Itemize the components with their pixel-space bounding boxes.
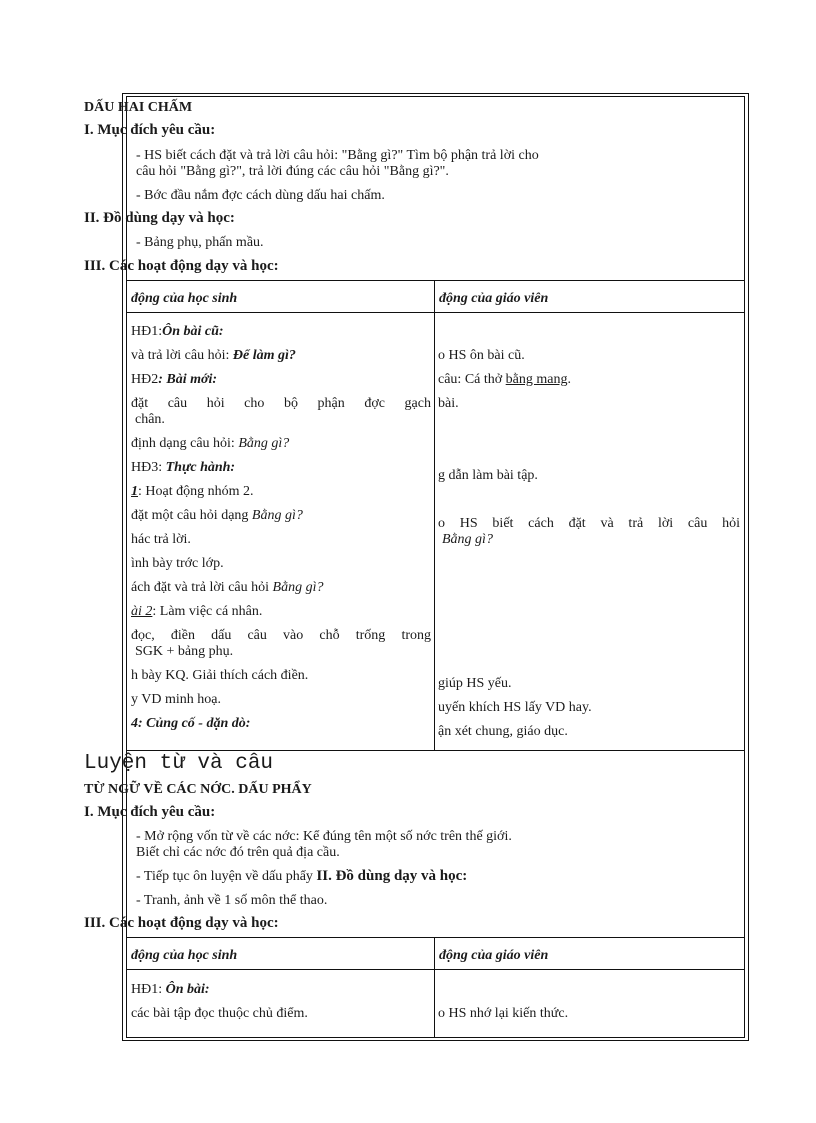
lesson1-title: DẤU HAI CHẤM [84,100,193,115]
lesson2-subject: Luyện từ và câu [84,752,274,775]
frame-inner-left [126,96,127,1037]
t1-left-row1-emphasis: Ôn bài cũ: [162,324,224,339]
t1-left-row1-prefix: HĐ1: [131,324,163,339]
lesson2-s2-bullet1: - Tranh, ảnh về 1 số môn thể thao. [136,893,328,908]
lesson2-s1-bullet2 [136,868,467,885]
table1-column-divider [434,280,435,751]
table2-header-divider [126,969,744,970]
t1-right-row3: bài. [438,396,459,411]
t1-left-row11 [131,579,323,596]
t1-left-row6 [131,459,235,476]
t2-right-row1: o HS nhớ lại kiến thức. [438,1006,569,1021]
t2-left-row2: các bài tập đọc thuộc chủ điểm. [131,1006,308,1021]
table1-header-student: động của học sinh [131,291,238,306]
t1-left-row8 [131,507,303,524]
t1-left-row3-emphasis: : Bài mới: [158,372,218,387]
t1-left-row12-text: : Làm việc cá nhân. [152,604,263,619]
frame-inner-right [744,96,745,1037]
t1-left-row2 [131,347,296,364]
table2-top-border [126,937,744,938]
t1-right-row5-line2: Bằng gì? [442,532,493,547]
t1-left-row8-prefix: đặt một câu hỏi dạng [131,508,252,523]
t1-left-row15: y VD minh hoạ. [131,692,221,707]
t1-left-row2-prefix: và trả lời câu hỏi: [131,348,233,363]
t1-left-row4-line2: chân. [135,412,165,427]
t1-left-row5 [131,435,289,452]
t1-left-row13-line1: đọc, điền dấu câu vào chỗ trống trong [131,628,431,643]
t1-left-row7-number: 1 [131,484,138,499]
lesson1-s2-bullet1: - Bảng phụ, phấn mầu. [136,235,264,250]
t1-left-row5-emphasis: Bằng gì? [238,436,290,451]
table2-header-teacher: động của giáo viên [439,948,549,963]
frame-outer-right [748,93,749,1040]
table1-header-divider [126,312,744,313]
t2-left-row1-prefix: HĐ1: [131,982,166,997]
t1-right-row5-line1: o HS biết cách đặt và trả lời câu hỏi [438,516,740,531]
t1-right-row2-prefix: câu: Cá thở [438,372,506,387]
t1-left-row6-emphasis: Thực hành: [165,460,236,475]
t1-left-row14: h bày KQ. Giải thích cách điền. [131,668,309,683]
t1-left-row3-prefix: HĐ2 [131,372,159,387]
t1-left-row12-number: ài 2 [131,604,153,619]
t1-left-row11-prefix: ách đặt và trả lời câu hỏi [131,580,273,595]
t1-right-row2 [438,371,571,388]
t1-left-row4-line1: đặt câu hỏi cho bộ phận đợc gạch [131,396,431,411]
lesson1-section2-heading: II. Đồ dùng dạy và học: [84,210,235,226]
t1-left-row2-emphasis: Để làm gì? [232,348,296,363]
lesson2-section2-heading: II. Đồ dùng dạy và học: [316,868,468,884]
lesson1-section3-heading: III. Các hoạt động dạy và học: [84,258,279,274]
lesson1-s1-bullet1-line2: câu hỏi "Bằng gì?", trả lời đúng các câu hỏi "Bằng gì?". [136,164,449,179]
lesson1-section1-heading: I. Mục đích yêu cầu: [84,122,216,138]
t1-left-row9: hác trả lời. [131,532,191,547]
table1-bottom-border [126,750,744,751]
t1-left-row16: 4: Củng cố - dặn dò: [131,716,251,731]
lesson2-s1-bullet1-line2: Biết chỉ các nớc đó trên quả địa cầu. [136,845,340,860]
lesson1-s1-bullet1-line1: - HS biết cách đặt và trả lời câu hỏi: "Bằng gì?" Tìm bộ phận trả lời cho [136,148,539,163]
lesson2-section1-heading: I. Mục đích yêu cầu: [84,804,216,820]
table1-top-border [126,280,744,281]
frame-outer-left [122,93,123,1040]
t1-left-row13-line2: SGK + bảng phụ. [135,644,234,659]
t1-left-row7 [131,483,254,500]
t1-left-row8-emphasis: Bằng gì? [251,508,303,523]
t1-left-row1 [131,323,224,340]
t2-left-row1-emphasis: Ôn bài: [165,982,210,997]
table1-header-teacher: động của giáo viên [439,291,549,306]
table2-header-student: động của học sinh [131,948,238,963]
frame-outer-top [122,93,748,94]
table2-column-divider [434,937,435,1037]
lesson2-section3-heading: III. Các hoạt động dạy và học: [84,915,279,931]
t1-left-row3 [131,371,217,388]
frame-inner-bottom [126,1037,745,1038]
t1-right-row8: ận xét chung, giáo dục. [438,724,568,739]
lesson2-s1-bullet2-text: - Tiếp tục ôn luyện về dấu phẩy [136,869,317,884]
t1-left-row12 [131,603,262,620]
t1-left-row5-prefix: định dạng câu hỏi: [131,436,239,451]
frame-outer-bottom [122,1040,749,1041]
t1-right-row1: o HS ôn bài cũ. [438,348,525,363]
t1-right-row2-underlined: bằng mang [505,372,568,387]
frame-inner-top [126,96,744,97]
t1-right-row6: giúp HS yếu. [438,676,512,691]
t1-left-row6-prefix: HĐ3: [131,460,166,475]
lesson2-s1-bullet1-line1: - Mở rộng vốn từ về các nớc: Kể đúng tên một số nớc trên thế giới. [136,829,512,844]
t1-right-row4: g dẫn làm bài tập. [438,468,538,483]
t1-right-row7: uyến khích HS lấy VD hay. [438,700,592,715]
t1-left-row11-emphasis: Bằng gì? [272,580,324,595]
t2-left-row1 [131,981,210,998]
t1-left-row7-text: : Hoạt động nhóm 2. [138,484,254,499]
t1-left-row10: ình bày trớc lớp. [131,556,224,571]
lesson1-s1-bullet2: - Bớc đầu nắm đợc cách dùng dấu hai chấm. [136,188,385,203]
lesson2-title: TỪ NGỮ VỀ CÁC NỚC. DẤU PHẨY [84,782,312,797]
t1-right-row2-suffix: . [567,372,571,387]
